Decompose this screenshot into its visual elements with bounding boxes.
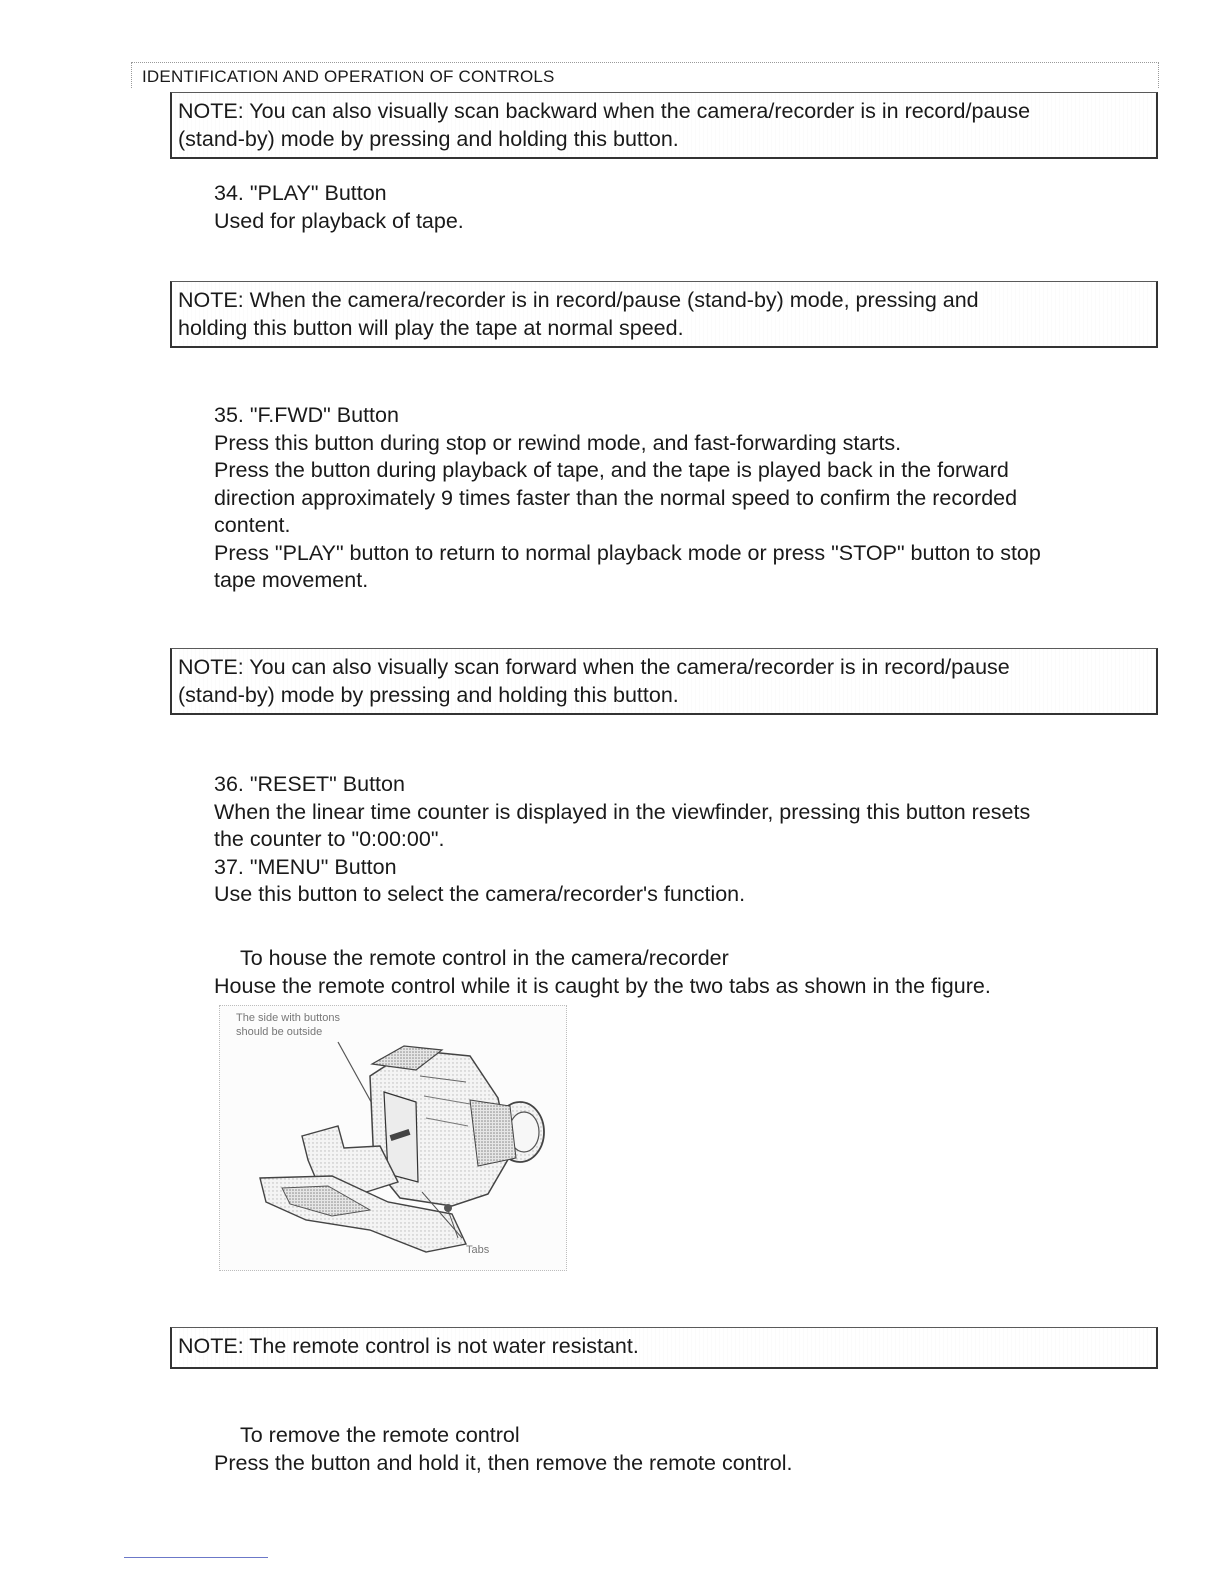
- section-text: Press this button during stop or rewind mode, and fast-forwarding starts.: [214, 430, 902, 455]
- section-text: Press the button during playback of tape, and the tape is played back in the forward: [214, 458, 1009, 482]
- section-heading: To remove the remote control: [240, 1423, 520, 1447]
- figure-label-outside: should be outside: [236, 1026, 323, 1038]
- section-text: Used for playback of tape.: [214, 208, 464, 233]
- section-text: When the linear time counter is displayed in the viewfinder, pressing this button resets: [214, 799, 1031, 824]
- section-text: content.: [214, 513, 291, 537]
- note-line: NOTE: When the camera/recorder is in record/pause (stand-by) mode, pressing and: [178, 288, 979, 312]
- note-play: [170, 281, 1158, 348]
- note-line: NOTE: You can also visually scan backward when the camera/recorder is in record/pause: [178, 99, 1031, 123]
- page-header: [131, 62, 1159, 88]
- footer-divider: [124, 1557, 268, 1558]
- section-ffwd: [214, 402, 1164, 595]
- section-text: House the remote control while it is caught by the two tabs as shown in the figure.: [214, 973, 991, 998]
- section-text: the counter to "0:00:00".: [214, 827, 445, 851]
- note-scan-backward: [170, 92, 1158, 159]
- camera-remote-figure: [219, 1005, 567, 1271]
- note-line: NOTE: You can also visually scan forward when the camera/recorder is in record/pause: [178, 655, 1010, 679]
- section-heading: 37. "MENU" Button: [214, 854, 397, 879]
- section-heading: 36. "RESET" Button: [214, 772, 405, 796]
- section-text: direction approximately 9 times faster than the normal speed to confirm the recorded: [214, 485, 1018, 510]
- section-text: Press "PLAY" button to return to normal playback mode or press "STOP" button to stop: [214, 540, 1041, 565]
- section-remove-remote: [214, 1422, 1164, 1477]
- section-reset-menu: [214, 771, 1164, 909]
- note-line: (stand-by) mode by pressing and holding this button.: [178, 127, 679, 151]
- section-heading: 34. "PLAY" Button: [214, 181, 387, 205]
- camcorder-illustration: [220, 1006, 566, 1270]
- section-text: Press the button and hold it, then remove the remote control.: [214, 1450, 793, 1475]
- section-heading: To house the remote control in the camera/recorder: [240, 946, 729, 970]
- section-heading: 35. "F.FWD" Button: [214, 403, 399, 427]
- note-line: holding this button will play the tape at normal speed.: [178, 316, 684, 340]
- note-line: (stand-by) mode by pressing and holding this button.: [178, 683, 679, 707]
- section-play: [214, 180, 1164, 235]
- figure-label-buttons: The side with buttons: [236, 1012, 340, 1024]
- page-title: IDENTIFICATION AND OPERATION OF CONTROLS: [142, 67, 555, 86]
- section-text: Use this button to select the camera/recorder's function.: [214, 882, 746, 906]
- figure-label-tabs: Tabs: [466, 1244, 490, 1256]
- note-line: NOTE: The remote control is not water resistant.: [178, 1334, 639, 1358]
- note-water-resistant: [170, 1327, 1158, 1369]
- section-text: tape movement.: [214, 568, 369, 592]
- note-scan-forward: [170, 648, 1158, 715]
- section-house-remote: [214, 945, 1164, 1000]
